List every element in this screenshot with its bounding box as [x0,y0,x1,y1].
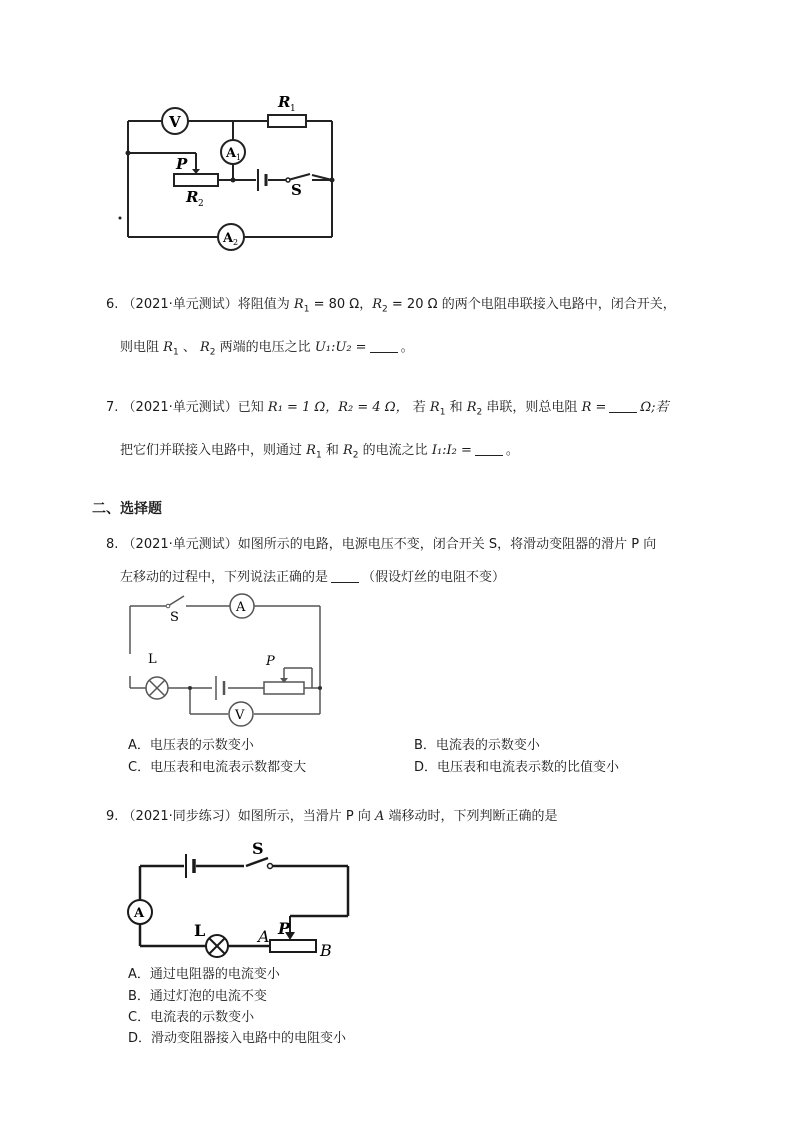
question-text: 已知 [237,400,264,415]
question-text: 和 [325,443,339,458]
switch-contact-icon [268,864,273,869]
question-8-line-1 [106,534,656,556]
resistor-r1 [268,115,306,127]
question-6-line-1 [106,294,676,321]
r1-subscript: 1 [303,304,310,315]
stray-dot [119,217,122,220]
option-d[interactable]: D．电压表和电流表示数的比值变小 [414,760,620,775]
r2-value: R₂ = 4 Ω， [338,400,409,415]
question-text: 、 [182,340,196,355]
end-a-symbol: A [375,809,385,824]
r1-value: R₁ = 1 Ω， [267,400,339,415]
answer-blank[interactable] [475,441,503,456]
answer-blank[interactable] [331,568,359,583]
answer-blank[interactable] [370,338,398,353]
lamp-icon [206,935,228,957]
option-b[interactable]: B．电流表的示数变小 [414,738,540,753]
r1-subscript: 1 [290,104,296,114]
r2-label: R [186,188,199,206]
voltmeter-label: V [169,113,181,131]
answer-blank[interactable] [609,398,637,413]
question-text: 。 [400,340,414,355]
switch-contact-icon [286,178,290,182]
question-text: 若 [412,400,426,415]
question-source: （2021·同步练习） [122,809,238,824]
r2-subscript: 2 [198,199,204,209]
r2-subscript: 2 [382,304,388,315]
question-text: 的两个电阻串联接入电路中，闭合开关， [441,297,676,312]
question-source: （2021·单元测试） [122,400,238,415]
r1-value: = 80 Ω， [313,297,373,312]
question-text: 如图所示，当滑片 P 向 [237,809,371,824]
question-9-line-1 [106,806,558,828]
question-number: 9. [106,809,119,824]
ammeter-label: A [236,600,246,615]
question-number: 6. [106,297,119,312]
a2-label: A [223,231,234,246]
rheostat [270,940,316,952]
question-8-line-2 [120,567,505,589]
circuit-diagram-1 [110,85,350,255]
rheostat-r2 [174,174,218,186]
question-text: 端移动时，下列判断正确的是 [388,809,558,824]
end-b-label: B [320,941,332,960]
question-text: 把它们并联接入电路中，则通过 [120,443,303,458]
junction-dot [330,178,335,183]
junction-dot [231,178,236,183]
question-text: 的电流之比 [362,443,428,458]
r2-symbol: R [372,297,383,312]
switch-s-label: S [252,839,264,858]
question-text: 和 [449,400,463,415]
switch-pivot-icon [166,604,170,608]
total-resistance: R = [581,400,607,415]
option-b[interactable]: B．通过灯泡的电流不变 [128,989,267,1004]
option-c[interactable]: C．电压表和电流表示数都变大 [128,760,307,775]
question-number: 7. [106,400,119,415]
question-text: 左移动的过程中，下列说法正确的是 [120,570,329,585]
option-c[interactable]: C．电流表的示数变小 [128,1010,255,1025]
question-text: 。 [505,443,519,458]
circuit-diagram-2 [120,588,330,728]
lamp-icon [146,677,168,699]
r1-label: R [278,93,291,111]
question-text: 将阻值为 [237,297,290,312]
p-label: P [278,919,291,938]
p-label: P [266,654,275,669]
circuit-diagram-3 [118,836,360,960]
question-text: 则电阻 [120,340,160,355]
rheostat [264,682,304,694]
end-a-label: A [258,927,270,946]
switch-s-label: S [291,181,302,199]
question-text: 两端的电压之比 [219,340,311,355]
ammeter-label: A [134,906,145,921]
lamp-l-label: L [148,652,157,667]
question-text: 如图所示的电路，电源电压不变，闭合开关 S，将滑动变阻器的滑片 P 向 [237,537,657,552]
switch-s-label: S [170,610,179,625]
voltage-ratio: U₁:U₂ = [314,340,367,355]
question-text: 串联，则总电阻 [486,400,578,415]
question-source: （2021·单元测试） [122,297,238,312]
question-source: （2021·单元测试） [122,537,238,552]
r2-value: = 20 Ω [391,297,438,312]
junction-dot [126,151,131,156]
question-7-line-1: 7. （2021·单元测试）已知 R₁ = 1 Ω，R₂ = 4 Ω， 若 $R_1$ 和 $R_2$ 串联，则总电阻 R = Ω;若 [106,400,669,418]
a2-subscript: 2 [233,238,239,247]
a1-subscript: 1 [236,153,242,162]
a1-label: A [226,146,237,161]
junction-dot [318,686,322,690]
question-7-line-2: 把它们并联接入电路中，则通过 $R_1$ 和 $R_2$ 的电流之比 I₁:I₂ = 。 [120,443,519,461]
question-text: （假设灯丝的电阻不变） [362,570,506,585]
section-heading: 二、选择题 [92,501,162,517]
option-a[interactable]: A．通过电阻器的电流变小 [128,967,280,982]
lamp-l-label: L [194,921,206,940]
r1-symbol: R [293,297,304,312]
junction-dot [188,686,192,690]
p-label: P [176,155,188,173]
question-number: 8. [106,537,119,552]
voltmeter-label: V [235,708,245,723]
option-a[interactable]: A．电压表的示数变小 [128,738,254,753]
current-ratio: I₁:I₂ = [431,443,472,458]
question-6-line-2: 则电阻 $R_1$ 、 $R_2$ 两端的电压之比 U₁:U₂ = 。 [120,340,414,358]
question-text: Ω;若 [640,400,669,415]
option-d[interactable]: D．滑动变阻器接入电路中的电阻变小 [128,1031,347,1046]
